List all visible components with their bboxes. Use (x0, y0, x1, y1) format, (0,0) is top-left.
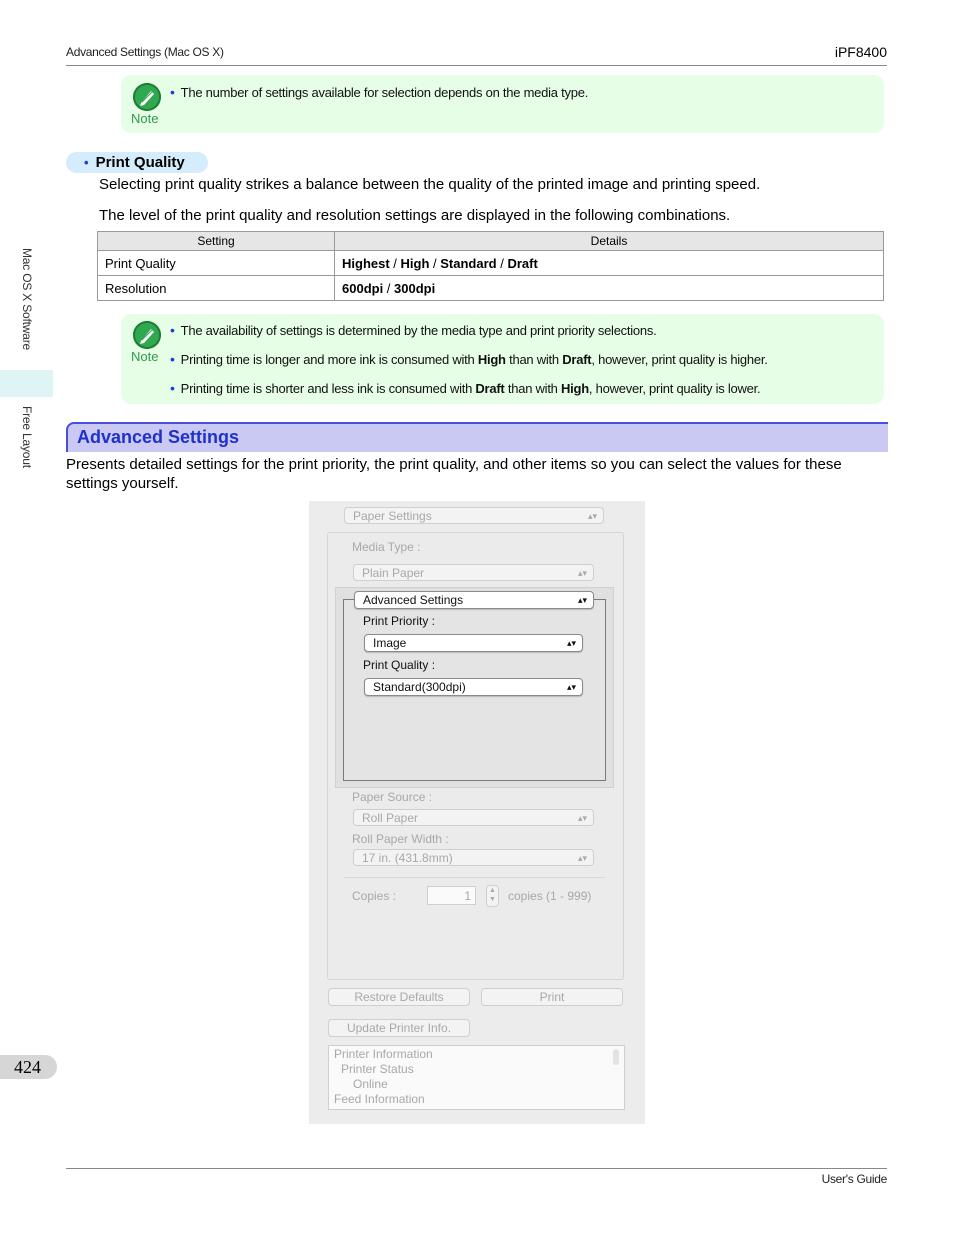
update-printer-info-button[interactable]: Update Printer Info. (328, 1019, 470, 1037)
print-priority-select[interactable] (364, 634, 583, 652)
running-footer: User's Guide (821, 1172, 887, 1186)
note-text: Printing time is longer and more ink is consumed with (180, 352, 478, 367)
side-tab-highlight (0, 370, 53, 397)
divider (344, 877, 605, 878)
side-tab-free-layout[interactable]: Free Layout (20, 406, 34, 468)
option-value: 300dpi (394, 280, 436, 296)
separator: / (383, 280, 395, 296)
paper-source-label: Paper Source : (352, 790, 433, 804)
paragraph: settings yourself. (66, 475, 179, 492)
print-button[interactable]: Print (481, 988, 623, 1006)
copies-stepper[interactable]: ▲ ▼ (486, 885, 499, 907)
print-quality-select[interactable] (364, 678, 583, 696)
section-title: Advanced Settings (77, 427, 240, 447)
side-tab-mac-os-x-software[interactable]: Mac OS X Software (20, 248, 34, 350)
updown-icon: ▴▾ (577, 813, 587, 823)
note-text: , however, print quality is higher. (591, 352, 768, 367)
select-value: Standard(300dpi) (373, 680, 466, 694)
running-header-section: Advanced Settings (Mac OS X) (66, 45, 224, 59)
printer-info-list[interactable] (328, 1045, 625, 1110)
paragraph: Presents detailed settings for the print priority, the print quality, and other items so you can select the values for these (66, 456, 842, 473)
list-item[interactable]: Printer Status (341, 1062, 414, 1076)
note-emphasis: High (561, 381, 589, 396)
note-text: , however, print quality is lower. (588, 381, 761, 396)
updown-icon: ▴▾ (577, 853, 587, 863)
footer-rule (66, 1168, 887, 1169)
scrollbar-thumb[interactable] (613, 1049, 619, 1065)
table-row (98, 276, 884, 301)
separator: / (389, 255, 401, 271)
media-type-select[interactable] (353, 564, 594, 581)
updown-icon: ▴▾ (566, 682, 576, 692)
select-value: 17 in. (431.8mm) (362, 851, 453, 865)
header-rule (66, 65, 887, 66)
advanced-settings-select[interactable] (354, 591, 594, 609)
list-item[interactable]: Printer Information (334, 1047, 433, 1061)
note-label: Note (131, 111, 159, 126)
select-value: Advanced Settings (363, 593, 464, 607)
separator: / (429, 255, 441, 271)
copies-label: Copies : (352, 889, 397, 903)
note-text: Printing time is shorter and less ink is consumed with (180, 381, 476, 396)
copies-range: copies (1 - 999) (508, 889, 592, 903)
note-text: than with (505, 352, 563, 367)
pencil-icon (133, 321, 161, 349)
paragraph: The level of the print quality and resolution settings are displayed in the following combinations. (99, 207, 731, 224)
option-value: Draft (507, 255, 538, 271)
note-text: than with (504, 381, 562, 396)
note-item: • The number of settings available for selection depends on the media type. (170, 84, 589, 100)
subheading-text: Print Quality (95, 154, 185, 171)
note-item-text: The availability of settings is determined by the media type and print priority selections. (180, 323, 657, 338)
column-header: Details (335, 232, 884, 251)
updown-icon: ▴▾ (566, 638, 576, 648)
note-item: • Printing time is longer and more ink is consumed with High than with Draft, however, print quality is higher. (170, 351, 768, 367)
select-value: Plain Paper (362, 566, 425, 580)
updown-icon: ▴▾ (577, 568, 587, 578)
copies-input[interactable]: 1 (427, 886, 476, 905)
note-emphasis: Draft (562, 352, 592, 367)
option-value: Highest (342, 255, 390, 271)
separator: / (496, 255, 508, 271)
page-number: 424 (0, 1055, 57, 1079)
list-item[interactable]: Online (353, 1077, 388, 1091)
note-label: Note (131, 349, 159, 364)
note-emphasis: High (477, 352, 506, 367)
option-value: Standard (440, 255, 497, 271)
updown-icon: ▴▾ (577, 595, 587, 605)
table-cell: Resolution (98, 276, 335, 301)
running-header-model: iPF8400 (834, 44, 887, 60)
paper-source-select[interactable] (353, 809, 594, 826)
table-row (98, 251, 884, 276)
option-value: 600dpi (342, 280, 384, 296)
select-value: Image (373, 636, 407, 650)
roll-width-label: Roll Paper Width : (352, 832, 449, 846)
note-item: • Printing time is shorter and less ink is consumed with Draft than with High, however, print quality is lower. (170, 380, 761, 396)
print-priority-label: Print Priority : (363, 614, 436, 628)
note-item: • The availability of settings is determined by the media type and print priority selections. (170, 322, 657, 338)
table-cell (335, 251, 884, 276)
paper-settings-select[interactable] (344, 507, 604, 524)
note-item-text: The number of settings available for selection depends on the media type. (180, 85, 589, 100)
paragraph: Selecting print quality strikes a balance between the quality of the printed image and printing speed. (99, 176, 761, 193)
table-cell (335, 276, 884, 301)
column-header: Setting (98, 232, 335, 251)
select-value: Paper Settings (353, 509, 432, 523)
media-type-label: Media Type : (352, 540, 421, 554)
updown-icon: ▴▾ (587, 511, 597, 521)
roll-width-select[interactable] (353, 849, 594, 866)
table-cell: Print Quality (98, 251, 335, 276)
list-item[interactable]: Feed Information (334, 1092, 425, 1106)
select-value: Roll Paper (362, 811, 419, 825)
pencil-icon (133, 83, 161, 111)
print-quality-label: Print Quality : (363, 658, 436, 672)
option-value: High (400, 255, 430, 271)
restore-defaults-button[interactable]: Restore Defaults (328, 988, 470, 1006)
subheading-print-quality: • Print Quality (84, 154, 185, 171)
note-emphasis: Draft (475, 381, 505, 396)
settings-table (97, 231, 884, 301)
table-header-row (98, 232, 884, 251)
